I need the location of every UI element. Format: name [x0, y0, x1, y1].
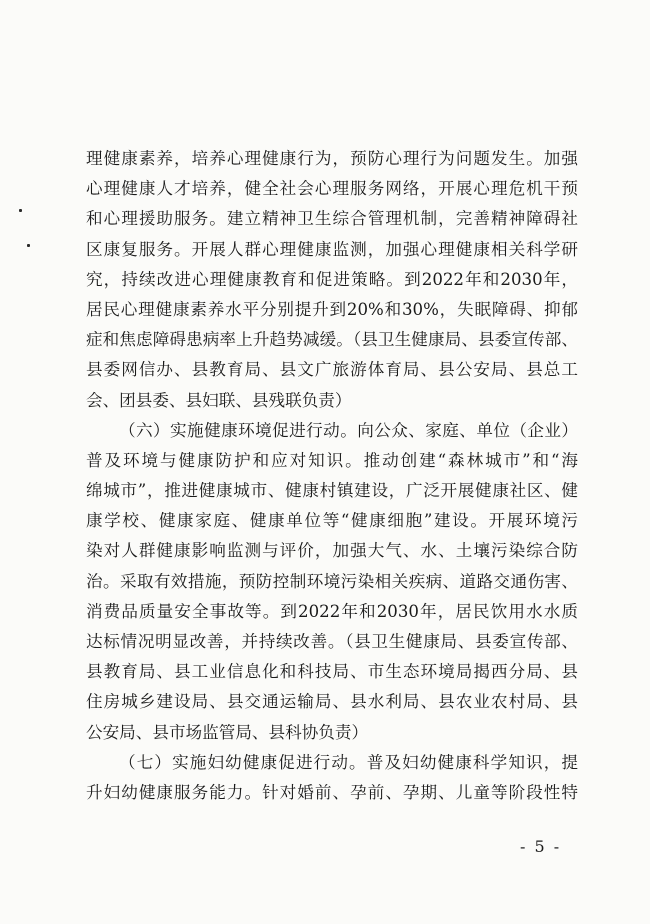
- text-line: 区康复服务。开展人群心理健康监测，加强心理健康相关科学研: [86, 239, 578, 259]
- text-line: 消费品质量安全事故等。到2022年和2030年，居民饮用水水质: [86, 601, 578, 621]
- scan-speck: [19, 209, 22, 212]
- text-line: 究，持续改进心理健康教育和促进策略。到2022年和2030年，: [86, 269, 578, 289]
- text-line: 绵城市”，推进健康城市、健康村镇建设，广泛开展健康社区、健: [86, 481, 578, 501]
- scan-speck: [27, 244, 30, 247]
- body-text: [86, 144, 578, 808]
- text-line: 普及环境与健康防护和应对知识。推动创建“森林城市”和“海: [86, 450, 578, 470]
- text-line: 理健康素养，培养心理健康行为，预防心理行为问题发生。加强: [86, 149, 578, 168]
- text-line: 和心理援助服务。建立精神卫生综合管理机制，完善精神障碍社: [86, 209, 578, 229]
- text-line: 公安局、县市场监管局、县科协负责）: [86, 722, 369, 742]
- text-line: 居民心理健康素养水平分别提升到20%和30%，失眠障碍、抑郁: [86, 299, 578, 319]
- text-line: 染对人群健康影响监测与评价，加强大气、水、土壤污染综合防: [86, 541, 578, 561]
- section-heading-line: （七）实施妇幼健康促进行动。普及妇幼健康科学知识，提: [119, 752, 578, 772]
- section-heading-line: （六）实施健康环境促进行动。向公众、家庭、单位（企业）: [119, 420, 578, 440]
- page-number: - 5 -: [520, 837, 562, 856]
- text-line: 升妇幼健康服务能力。针对婚前、孕前、孕期、儿童等阶段性特: [86, 782, 578, 802]
- text-line: 达标情况明显改善，并持续改善。（县卫生健康局、县委宣传部、: [86, 632, 578, 651]
- text-line: 治。采取有效措施，预防控制环境污染相关疾病、道路交通伤害、: [86, 571, 578, 591]
- text-line: 会、团县委、县妇联、县残联负责）: [86, 390, 352, 410]
- text-line: 住房城乡建设局、县交通运输局、县水利局、县农业农村局、县: [86, 692, 578, 712]
- text-line: 县教育局、县工业信息化和科技局、市生态环境局揭西分局、县: [86, 662, 578, 682]
- text-line: 县委网信办、县教育局、县文广旅游体育局、县公安局、县总工: [86, 360, 578, 380]
- text-line: 康学校、健康家庭、健康单位等“健康细胞”建设。开展环境污: [86, 511, 578, 531]
- text-line: 症和焦虑障碍患病率上升趋势减缓。（县卫生健康局、县委宣传部、: [86, 330, 578, 350]
- text-line: 心理健康人才培养，健全社会心理服务网络，开展心理危机干预: [86, 179, 578, 199]
